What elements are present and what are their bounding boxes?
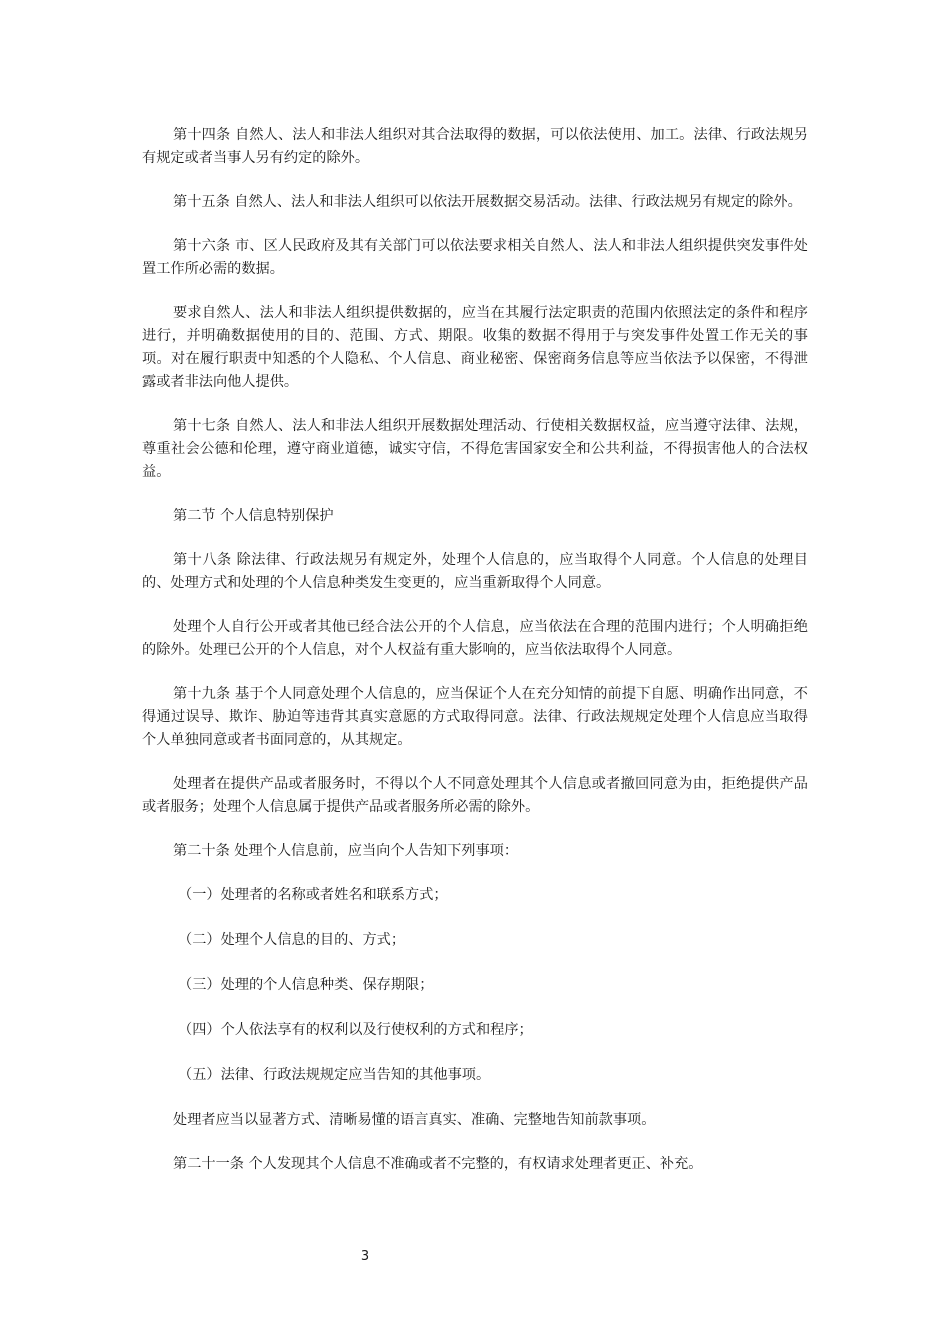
article-19-paragraph-2: 处理者在提供产品或者服务时，不得以个人不同意处理其个人信息或者撤回同意为由，拒绝提供产品或者服务；处理个人信息属于提供产品或者服务所必需的除外。 [142,776,808,815]
article-14: 第十四条 自然人、法人和非法人组织对其合法取得的数据，可以依法使用、加工。法律、行政法规另有规定或者当事人另有约定的除外。 [142,127,808,166]
article-18: 第十八条 除法律、行政法规另有规定外，处理个人信息的，应当取得个人同意。个人信息的处理目的、处理方式和处理的个人信息种类发生变更的，应当重新取得个人同意。 [142,552,808,591]
article-20-closing: 处理者应当以显著方式、清晰易懂的语言真实、准确、完整地告知前款事项。 [173,1112,656,1128]
article-16-paragraph-2: 要求自然人、法人和非法人组织提供数据的，应当在其履行法定职责的范围内依照法定的条件和程序进行，并明确数据使用的目的、范围、方式、期限。收集的数据不得用于与突发事件处置工作无关的事项。对在履行职责中知悉的个人隐私、个人信息、商业秘密、保密商务信息等应当依法予以保密，不得泄露或者非法向他人提供。 [142,305,808,390]
section-heading: 第二节 个人信息特别保护 [173,508,334,524]
article-20-item-5: （五）法律、行政法规规定应当告知的其他事项。 [178,1067,491,1083]
article-18-paragraph-2: 处理个人自行公开或者其他已经合法公开的个人信息，应当依法在合理的范围内进行；个人明确拒绝的除外。处理已公开的个人信息，对个人权益有重大影响的，应当依法取得个人同意。 [142,619,808,658]
article-20-item-3: （三）处理的个人信息种类、保存期限； [178,977,434,993]
article-15: 第十五条 自然人、法人和非法人组织可以依法开展数据交易活动。法律、行政法规另有规定的除外。 [173,194,802,210]
document-body [142,124,808,1197]
article-19: 第十九条 基于个人同意处理个人信息的，应当保证个人在充分知情的前提下自愿、明确作出同意，不得通过误导、欺诈、胁迫等违背其真实意愿的方式取得同意。法律、行政法规规定处理个人信息应当取得个人单独同意或者书面同意的，从其规定。 [142,686,808,748]
page-number: 3 [360,1249,370,1264]
article-20-intro: 第二十条 处理个人信息前，应当向个人告知下列事项： [173,843,519,859]
article-20-item-2: （二）处理个人信息的目的、方式； [178,932,406,948]
article-20-item-4: （四）个人依法享有的权利以及行使权利的方式和程序； [178,1022,533,1038]
article-20-item-1: （一）处理者的名称或者姓名和联系方式； [178,887,448,903]
article-17: 第十七条 自然人、法人和非法人组织开展数据处理活动、行使相关数据权益，应当遵守法律、法规，尊重社会公德和伦理，遵守商业道德，诚实守信，不得危害国家安全和公共利益，不得损害他人的合法权益。 [142,418,808,480]
article-16: 第十六条 市、区人民政府及其有关部门可以依法要求相关自然人、法人和非法人组织提供突发事件处置工作所必需的数据。 [142,238,808,277]
article-21: 第二十一条 个人发现其个人信息不准确或者不完整的，有权请求处理者更正、补充。 [173,1156,703,1172]
